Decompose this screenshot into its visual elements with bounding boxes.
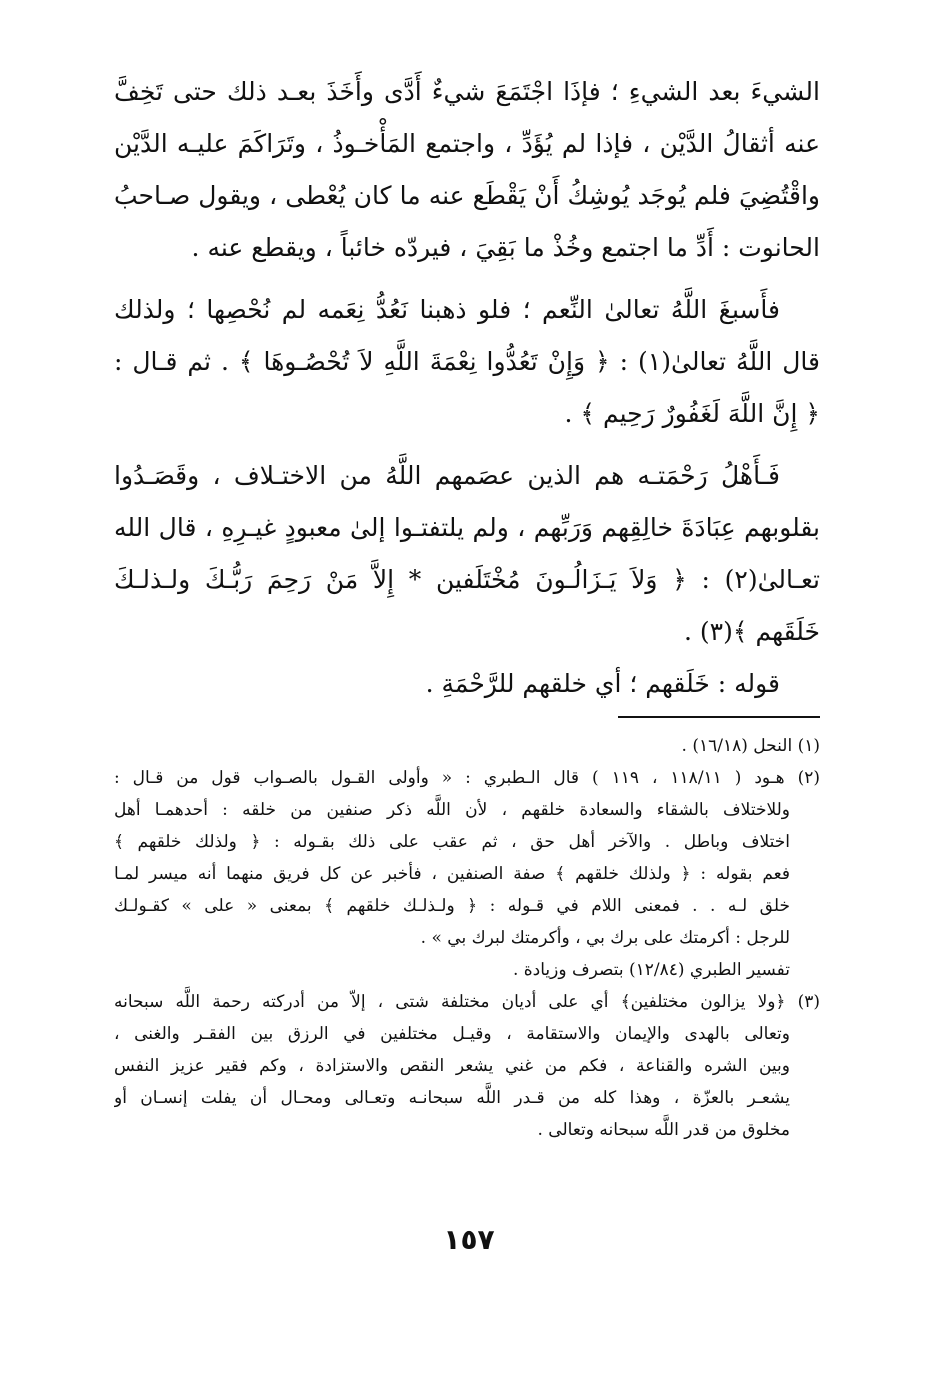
footnote-line: (٢) هـود ( ١١٨/١١ ، ١١٩ ) قال الـطبري : « وأولى القـول بالصـواب قول من قـال : [114, 768, 820, 788]
footnote-1 [114, 730, 820, 762]
footnote-line: (٣) ﴿ولا يزالون مختلفين﴾ أي على أديان مختلفة شتى ، إلاّ من أدركته رحمة اللَّه سبحانه [114, 992, 820, 1012]
footnote-line: (١) النحل (١٦/١٨) . [681, 736, 820, 756]
paragraph-2 [114, 284, 820, 440]
footnote-source: تفسير الطبري (١٢/٨٤) بتصرف وزيادة . [512, 960, 790, 980]
paragraph-1 [114, 66, 820, 274]
paragraph-gap [114, 440, 820, 450]
footnote-line: خلق لـه . . فمعنى اللام في قـوله : ﴿ ولـذلـك خلقهم ﴾ بمعنى « على » كقـولـك [114, 896, 790, 916]
paragraph-3 [114, 450, 820, 658]
text-line: قال اللَّهُ تعالىٰ(١) : ﴿ وَإِنْ تَعُدُّوا نِعْمَةَ اللَّهِ لاَ تُحْصُـوهَا ﴾ . ثم قـال : [114, 347, 820, 376]
text-line: عنه أثقالُ الدَّيْن ، فإذا لم يُؤَدِّ ، واجتمع المَأْخـوذُ ، وتَرَاكَمَ عليـه الدَّيْن [114, 129, 820, 158]
footnote-line: فعم بقوله : ﴿ ولذلك خلقهم ﴾ صفة الصنفين ، فأخبر عن كل فريق منهما أنه ميسر لمـا [114, 864, 790, 884]
footnote-2 [114, 762, 820, 986]
text-line: فَـأَهْلُ رَحْمَتـه هم الذين عصَمهم اللَّهُ من الاختـلاف ، وقَصَـدُوا [114, 461, 780, 490]
text-line: بقلوبهم عِبَادَةَ خالِقِهم وَرَبِّهم ، ولم يلتفتـوا إلىٰ معبودٍ غيـرِهِ ، قال الله [114, 513, 820, 542]
paragraph-gap [114, 274, 820, 284]
text-line: واقْتُضِيَ فلم يُوجَد يُوشِكُ أَنْ يَقْطَع عنه ما كان يُعْطى ، ويقول صـاحبُ [114, 181, 820, 210]
footnotes [114, 730, 820, 1146]
text-line: خَلَقَهم ﴾(٣) . [684, 617, 820, 646]
footnote-line: وتعالى بالهدى والإيمان والاستقامة ، وقيـل مختلفين في الرزق بين الفقـر والغنى ، [114, 1024, 790, 1044]
footnote-line: اختلاف وباطل . والآخر أهل حق ، ثم عقب على ذلك بقـوله : ﴿ ولذلك خلقهم ﴾ [114, 832, 790, 852]
text-line: تعـالىٰ(٢) : ﴿ وَلاَ يَـزَالُـونَ مُخْتَلَفين * إِلاَّ مَنْ رَحِمَ رَبُّـكَ ولـذلـكَ [114, 565, 820, 594]
footnote-line: مخلوق من قدر اللَّه سبحانه وتعالى . [537, 1120, 790, 1140]
text-line: ﴿ إِنَّ اللَّهَ لَغَفُورٌ رَحِيم ﴾ . [564, 399, 820, 428]
footnote-line: للرجل : أكرمتك على برك بي ، وأكرمتك لبرك بي » . [420, 928, 790, 948]
footnote-3 [114, 986, 820, 1146]
text-line: فأَسبغَ اللَّهُ تعالىٰ النِّعم ؛ فلو ذهبنا نَعُدُّ نِعَمه لم نُحْصِها ؛ ولذلك [114, 295, 780, 324]
page-number: ١٥٧ [443, 1223, 495, 1256]
footnote-line: وللاختلاف بالشقاء والسعادة خلقهم ، لأن اللَّه ذكر صنفين من خلقه : أحدهمـا أهل [114, 800, 790, 820]
footnote-line: وبين الشره والقناعة ، فكم من غني يشعر النقص والاستزادة ، وكم فقير عزيز النفس [114, 1056, 790, 1076]
paragraph-4 [114, 658, 820, 710]
text-line: الشيءَ بعد الشيءِ ؛ فإذَا اجْتَمَعَ شيءٌ أَدَّى وأَخَذَ بعـد ذلك حتى تَخِفَّ [114, 77, 820, 106]
footnote-separator [618, 716, 820, 718]
main-text [114, 66, 820, 710]
footnote-line: يشعـر بالعزّة ، وهذا كله من قـدر اللَّه سبحانـه وتعـالى ومحـال أن يفلت إنسـان أو [114, 1088, 790, 1108]
text-line: قوله : خَلَقهم ؛ أي خلقهم للرَّحْمَةِ . [425, 669, 780, 698]
text-line: الحانوت : أَدِّ ما اجتمع وخُذْ ما بَقِيَ ، فيردّه خائباً ، ويقطع عنه . [191, 233, 820, 262]
